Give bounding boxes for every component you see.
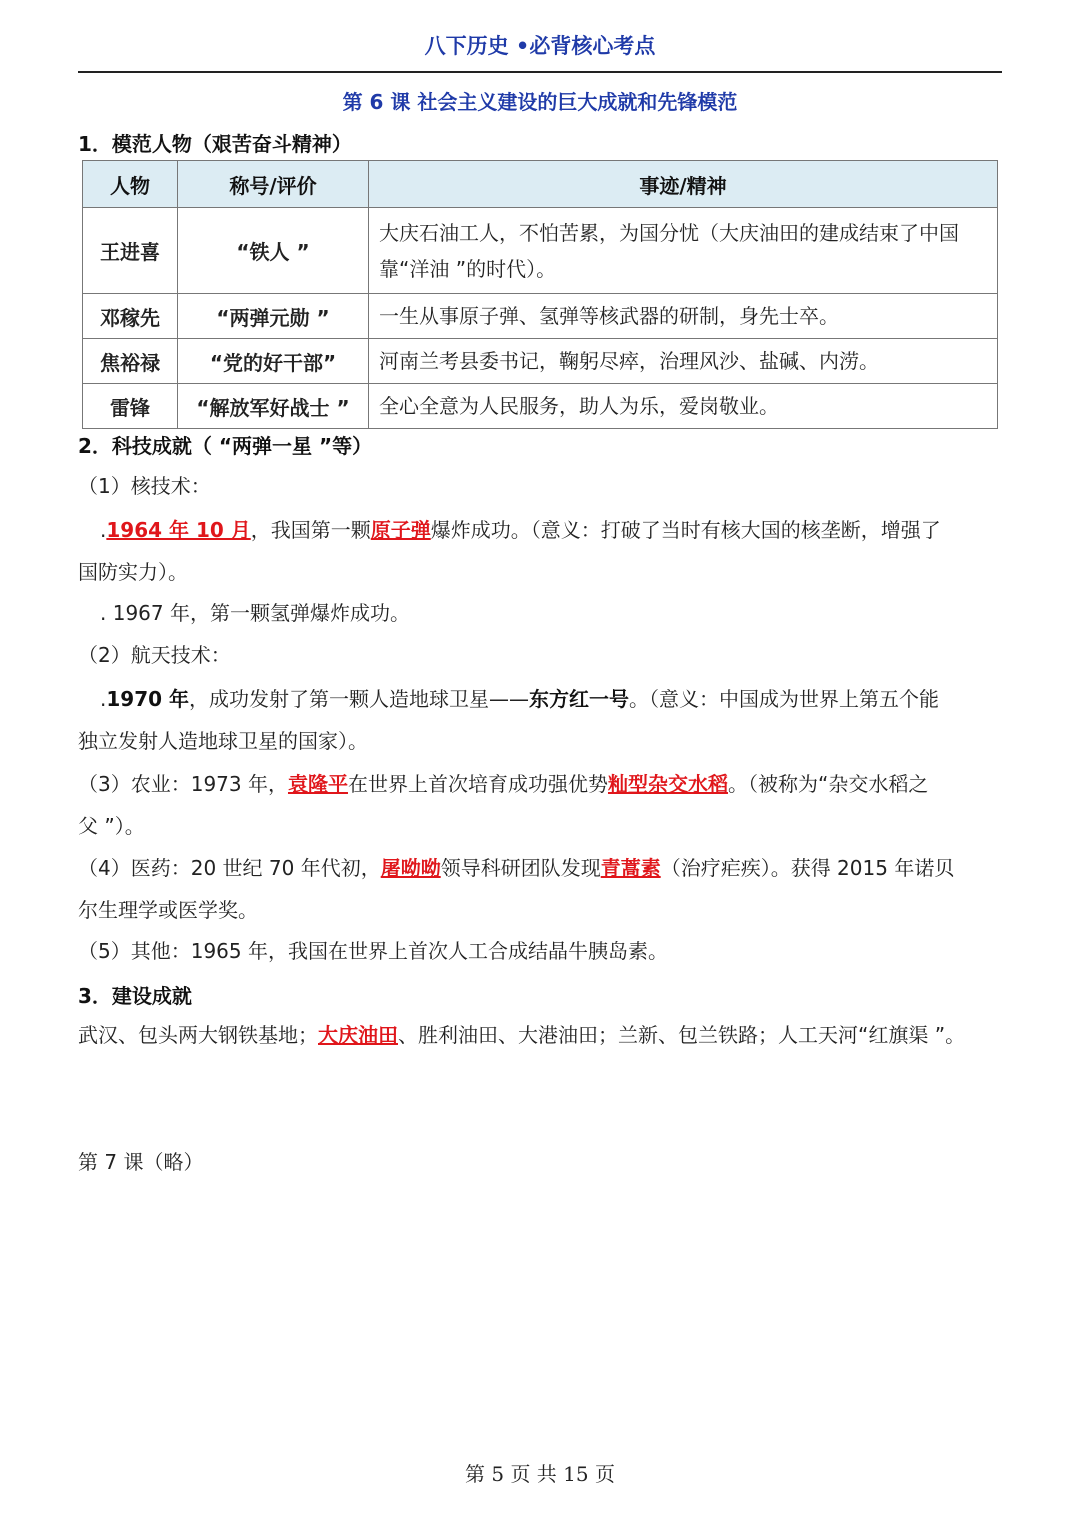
text-span: （3）农业：1973 年，: [78, 772, 288, 796]
person-title: “解放军好战士 ”: [178, 384, 369, 429]
header-divider: [78, 71, 1002, 73]
satellite-year: 1970 年: [106, 687, 189, 711]
person-name: 邓稼先: [83, 294, 178, 339]
bullet: .: [100, 518, 107, 542]
text-span: 在世界上首次培育成功强优势: [347, 772, 608, 796]
column-header-person: 人物: [83, 161, 178, 208]
text-span: （4）医药：20 世纪 70 年代初，: [78, 856, 381, 880]
scientist-yuan-longping: 袁隆平: [287, 772, 348, 796]
nuclear-atomic-bomb-line-cont: 国防实力）。: [78, 560, 188, 584]
table-row: [83, 294, 998, 339]
column-header-deeds: 事迹/精神: [369, 161, 998, 208]
artemisinin-keyword: 青蒿素: [600, 856, 661, 880]
text-span: 。（被称为“杂交水稻之: [727, 772, 929, 796]
person-title: “党的好干部”: [178, 339, 369, 384]
nuclear-label: （1）核技术：: [78, 474, 211, 498]
agriculture-line: [78, 763, 1002, 805]
person-deed: 全心全意为人民服务，助人为乐，爱岗敬业。: [369, 384, 998, 429]
medicine-line-cont: 尔生理学或医学奖。: [78, 898, 258, 922]
scientist-tu-youyou: 屠呦呦: [380, 856, 441, 880]
text-span: 武汉、包头两大钢铁基地；: [78, 1023, 318, 1047]
lesson7-note: 第 7 课（略）: [78, 1150, 204, 1174]
person-deed: 大庆石油工人，不怕苦累，为国分忧（大庆油田的建成结束了中国靠“洋油 ”的时代）。: [369, 208, 998, 294]
agriculture-line-cont: 父 ”）。: [78, 814, 145, 838]
person-name: 王进喜: [83, 208, 178, 294]
atomic-bomb-keyword: 原子弹: [370, 518, 431, 542]
satellite-name: 东方红一号: [529, 687, 629, 711]
text-span: 。（意义：中国成为世界上第五个能: [629, 687, 939, 711]
person-title: “铁人 ”: [178, 208, 369, 294]
column-header-title: 称号/评价: [178, 161, 369, 208]
table-row: [83, 208, 998, 294]
text-span: 、胜利油田、大港油田；兰新、包兰铁路；人工天河“红旗渠 ”。: [398, 1023, 966, 1047]
table-row: [83, 384, 998, 429]
satellite-line-cont: 独立发射人造地球卫星的国家）。: [78, 729, 368, 753]
hydrogen-bomb-line: . 1967 年，第一颗氢弹爆炸成功。: [100, 601, 410, 625]
hybrid-rice-keyword: 籼型杂交水稻: [607, 772, 728, 796]
bullet: .: [100, 687, 107, 711]
space-label: （2）航天技术：: [78, 643, 231, 667]
table-header-row: [83, 161, 998, 208]
section-heading-science: 2．科技成就（ “两弹一星 ”等）: [78, 434, 373, 458]
person-name: 焦裕禄: [83, 339, 178, 384]
other-line: （5）其他：1965 年，我国在世界上首次人工合成结晶牛胰岛素。: [78, 939, 668, 963]
nuclear-atomic-bomb-line: [78, 509, 1002, 551]
document-header-title: 八下历史 •必背核心考点: [424, 34, 656, 58]
text-span: ，我国第一颗: [250, 518, 371, 542]
construction-line: [78, 1014, 1002, 1056]
medicine-line: [78, 847, 1002, 889]
section-heading-models: 1．模范人物（艰苦奋斗精神）: [78, 132, 352, 156]
page-number: 第 5 页 共 15 页: [465, 1462, 615, 1486]
satellite-line: [78, 678, 1002, 720]
person-title: “两弹元勋 ”: [178, 294, 369, 339]
text-span: 爆炸成功。（意义：打破了当时有核大国的核垄断，增强了: [430, 518, 941, 542]
table-row: [83, 339, 998, 384]
person-deed: 一生从事原子弹、氢弹等核武器的研制，身先士卒。: [369, 294, 998, 339]
text-span: （治疗疟疾）。获得 2015 年诺贝: [660, 856, 955, 880]
atomic-bomb-date: 1964 年 10 月: [106, 518, 251, 542]
section-heading-construction: 3．建设成就: [78, 984, 192, 1008]
person-deed: 河南兰考县委书记，鞠躬尽瘁，治理风沙、盐碱、内涝。: [369, 339, 998, 384]
person-name: 雷锋: [83, 384, 178, 429]
model-figures-table: [82, 160, 998, 429]
text-span: ，成功发射了第一颗人造地球卫星——: [189, 687, 529, 711]
daqing-oilfield-keyword: 大庆油田: [318, 1023, 398, 1047]
lesson-title: 第 6 课 社会主义建设的巨大成就和先锋模范: [342, 90, 738, 114]
text-span: 领导科研团队发现: [440, 856, 601, 880]
